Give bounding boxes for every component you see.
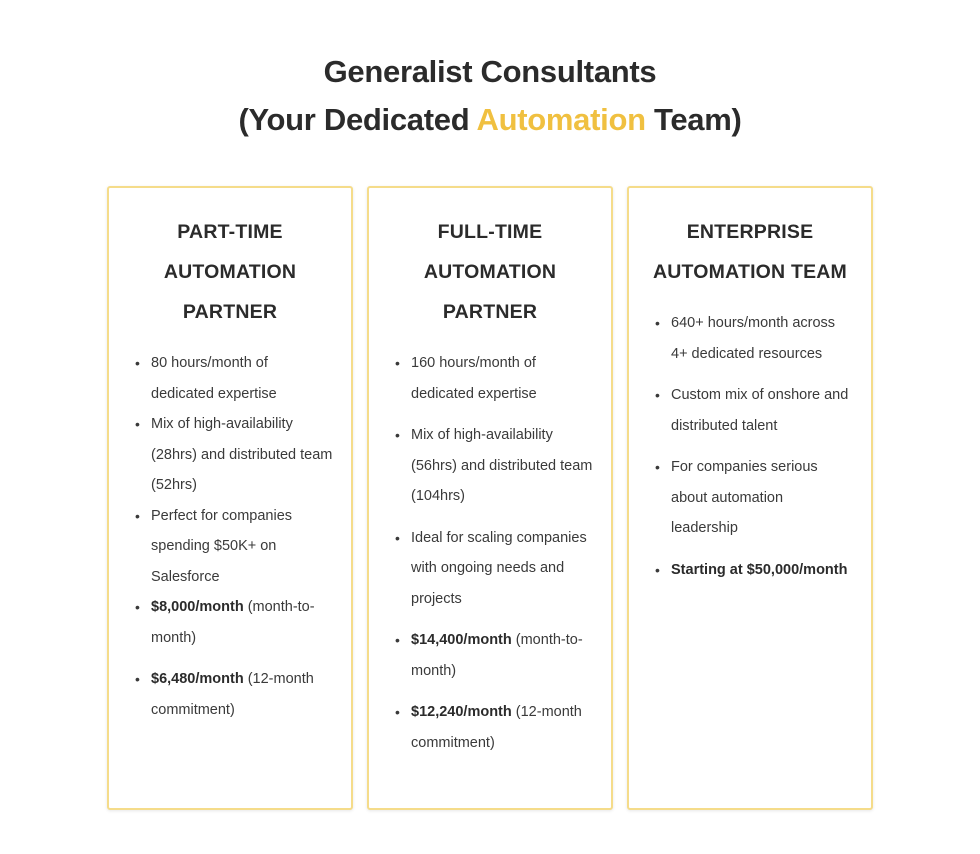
feature-text: Mix of high-availability (56hrs) and distributed team (104hrs) [411,427,593,504]
feature-text: Ideal for scaling companies with ongoing needs and projects [411,529,587,607]
feature-text: Mix of high-availability (28hrs) and distributed team (52hrs) [151,416,333,493]
list-item-price [149,592,333,653]
price-note: (month-to-month) [411,632,583,679]
pricing-card-title: PART-TIME AUTOMATION PARTNER [163,221,297,323]
list-item-price [409,625,593,686]
pricing-card-feature-list [127,348,333,725]
list-item-price [669,555,853,586]
feature-text: Custom mix of onshore and distributed talent [671,387,849,434]
price-note: (12-month commitment) [151,671,314,718]
price-value: $8,000/month [151,599,244,615]
price-value: $14,400/month [411,632,512,648]
price-value: Starting at $50,000/month [671,561,848,578]
pricing-card-part-time[interactable] [107,186,353,810]
pricing-card-title: FULL-TIME AUTOMATION PARTNER [423,221,557,323]
price-note: (month-to-month) [151,599,315,646]
pricing-card-feature-list [387,348,593,758]
feature-text: 80 hours/month of dedicated expertise [151,355,277,402]
feature-text: For companies serious about automation leadership [671,459,818,536]
list-item [669,308,853,369]
feature-text: 160 hours/month of dedicated expertise [411,355,537,402]
pricing-card-title: ENTERPRISE AUTOMATION TEAM [652,221,847,283]
pricing-card-feature-list [647,308,853,585]
pricing-card-full-time[interactable] [367,186,613,810]
list-item [669,452,853,544]
page-title-line-2-suffix: Team) [645,102,742,137]
list-item [149,409,333,501]
pricing-card-enterprise[interactable] [627,186,873,810]
page-title-accent-word: Automation [476,102,646,137]
list-item [669,380,853,441]
list-item [409,420,593,512]
page-title-line-2-prefix: (Your Dedicated [238,102,477,137]
list-item [149,501,333,593]
pricing-card-list [0,186,980,810]
page-title-line-2 [0,96,980,144]
list-item [149,348,333,409]
list-item-price [409,697,593,758]
list-item [409,348,593,409]
price-value: $6,480/month [151,671,244,687]
price-note: (12-month commitment) [411,704,582,751]
feature-text: Perfect for companies spending $50K+ on Salesforce [151,507,293,585]
list-item [409,523,593,615]
page-title [0,0,980,144]
feature-text: 640+ hours/month across 4+ dedicated resources [671,315,836,362]
list-item-price [149,664,333,725]
price-value: $12,240/month [411,704,512,720]
page-title-line-1: Generalist Consultants [323,54,657,89]
